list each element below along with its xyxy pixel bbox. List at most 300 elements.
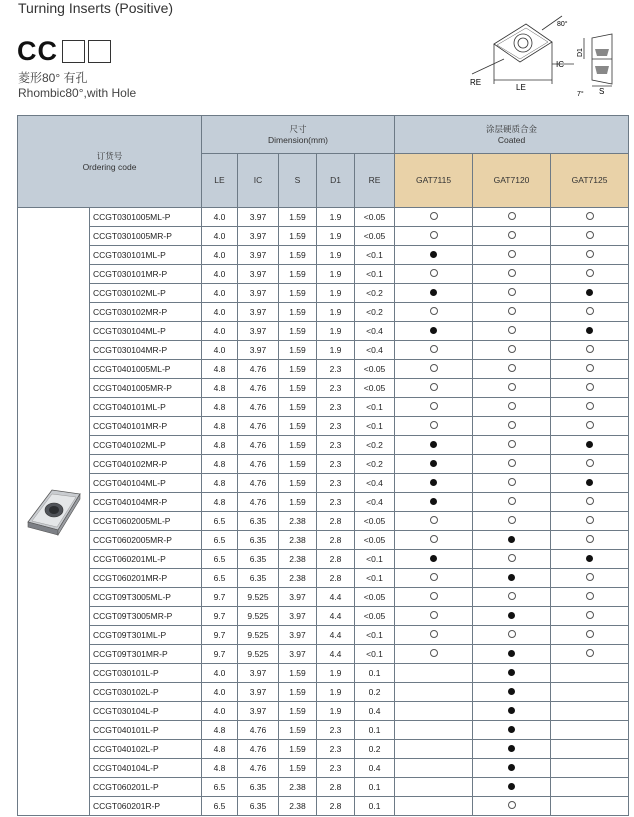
grade-3-cell <box>551 379 629 398</box>
table-row <box>18 778 629 797</box>
table-row <box>18 398 629 417</box>
grade-3-cell <box>551 341 629 360</box>
ic-cell: 3.97 <box>238 702 279 721</box>
code-cell: CCGT040101MR-P <box>90 417 202 436</box>
available-open-circle-icon <box>586 630 594 638</box>
grade-2-cell <box>473 664 551 683</box>
code-cell: CCGT040102ML-P <box>90 436 202 455</box>
shape-description <box>18 71 136 101</box>
le-cell: 4.0 <box>202 322 238 341</box>
grade-3-cell <box>551 417 629 436</box>
d1-cell: 4.4 <box>317 607 355 626</box>
recommended-filled-circle-icon <box>508 669 515 676</box>
grade-2-cell <box>473 208 551 227</box>
d1-cell: 2.8 <box>317 550 355 569</box>
grade-1-cell <box>395 778 473 797</box>
ic-cell: 9.525 <box>238 645 279 664</box>
grade-3-cell <box>551 284 629 303</box>
available-open-circle-icon <box>586 364 594 372</box>
ic-cell: 4.76 <box>238 474 279 493</box>
le-cell: 9.7 <box>202 607 238 626</box>
grade-1-cell <box>395 455 473 474</box>
col-header-re: RE <box>355 154 395 208</box>
recommended-filled-circle-icon <box>508 745 515 752</box>
grade-2-cell <box>473 778 551 797</box>
ic-cell: 4.76 <box>238 740 279 759</box>
ic-cell: 4.76 <box>238 360 279 379</box>
grade-1-cell <box>395 759 473 778</box>
re-label: RE <box>470 78 482 87</box>
grade-2-cell <box>473 455 551 474</box>
re-cell: <0.05 <box>355 379 395 398</box>
table-row <box>18 455 629 474</box>
d1-cell: 1.9 <box>317 664 355 683</box>
recommended-filled-circle-icon <box>430 460 437 467</box>
s-cell: 2.38 <box>279 550 317 569</box>
s-cell: 2.38 <box>279 797 317 816</box>
d1-cell: 1.9 <box>317 246 355 265</box>
recommended-filled-circle-icon <box>586 479 593 486</box>
available-open-circle-icon <box>430 649 438 657</box>
ic-cell: 3.97 <box>238 341 279 360</box>
s-cell: 3.97 <box>279 607 317 626</box>
available-open-circle-icon <box>586 269 594 277</box>
re-cell: 0.1 <box>355 664 395 683</box>
code-cell: CCGT09T3005MR-P <box>90 607 202 626</box>
available-open-circle-icon <box>586 231 594 239</box>
d1-cell: 2.3 <box>317 379 355 398</box>
s-label: S <box>599 87 605 96</box>
grade-3-cell <box>551 626 629 645</box>
grade-2-cell <box>473 227 551 246</box>
angle-label: 80° <box>557 21 568 28</box>
table-row <box>18 227 629 246</box>
grade-2-cell <box>473 360 551 379</box>
re-cell: <0.1 <box>355 265 395 284</box>
s-cell: 1.59 <box>279 208 317 227</box>
recommended-filled-circle-icon <box>430 441 437 448</box>
recommended-filled-circle-icon <box>508 650 515 657</box>
grade-2-cell <box>473 474 551 493</box>
table-row <box>18 531 629 550</box>
re-cell: <0.1 <box>355 246 395 265</box>
s-cell: 1.59 <box>279 721 317 740</box>
ic-cell: 9.525 <box>238 607 279 626</box>
s-cell: 1.59 <box>279 702 317 721</box>
grade-2-cell <box>473 303 551 322</box>
d1-cell: 1.9 <box>317 227 355 246</box>
available-open-circle-icon <box>586 250 594 258</box>
available-open-circle-icon <box>430 364 438 372</box>
grade-1-cell <box>395 227 473 246</box>
table-row <box>18 569 629 588</box>
le-cell: 4.8 <box>202 493 238 512</box>
grade-1-cell <box>395 531 473 550</box>
grade-3-cell <box>551 797 629 816</box>
d1-cell: 1.9 <box>317 702 355 721</box>
code-cell: CCGT030101ML-P <box>90 246 202 265</box>
re-cell: <0.1 <box>355 569 395 588</box>
table-row <box>18 759 629 778</box>
le-cell: 4.8 <box>202 759 238 778</box>
dimension-header-en: Dimension(mm) <box>268 134 329 145</box>
grade-3-cell <box>551 778 629 797</box>
recommended-filled-circle-icon <box>586 555 593 562</box>
table-row <box>18 417 629 436</box>
grade-1-cell <box>395 569 473 588</box>
s-cell: 2.38 <box>279 531 317 550</box>
table-row <box>18 607 629 626</box>
recommended-filled-circle-icon <box>508 612 515 619</box>
table-row <box>18 721 629 740</box>
d1-cell: 4.4 <box>317 588 355 607</box>
available-open-circle-icon <box>508 801 516 809</box>
ic-cell: 4.76 <box>238 721 279 740</box>
grade-1-cell <box>395 702 473 721</box>
d1-cell: 2.3 <box>317 721 355 740</box>
grade-2-cell <box>473 512 551 531</box>
grade-1-cell <box>395 417 473 436</box>
grade-1-cell <box>395 360 473 379</box>
available-open-circle-icon <box>586 459 594 467</box>
recommended-filled-circle-icon <box>508 707 515 714</box>
col-header-grade-2: GAT7120 <box>473 154 551 208</box>
ic-cell: 4.76 <box>238 436 279 455</box>
code-cell: CCGT030104L-P <box>90 702 202 721</box>
table-row <box>18 550 629 569</box>
ic-label: IC <box>556 60 564 69</box>
grade-2-cell <box>473 683 551 702</box>
ic-cell: 4.76 <box>238 759 279 778</box>
ic-cell: 6.35 <box>238 531 279 550</box>
ic-cell: 3.97 <box>238 322 279 341</box>
code-cell: CCGT0401005MR-P <box>90 379 202 398</box>
le-cell: 6.5 <box>202 531 238 550</box>
grade-2-cell <box>473 436 551 455</box>
re-cell: <0.05 <box>355 607 395 626</box>
dimension-header <box>202 116 395 154</box>
code-cell: CCGT030102MR-P <box>90 303 202 322</box>
table-row <box>18 740 629 759</box>
grade-1-cell <box>395 683 473 702</box>
placeholder-box <box>88 40 111 63</box>
grade-3-cell <box>551 683 629 702</box>
code-cell: CCGT030101MR-P <box>90 265 202 284</box>
ic-cell: 3.97 <box>238 246 279 265</box>
code-cell: CCGT040101ML-P <box>90 398 202 417</box>
ic-cell: 6.35 <box>238 797 279 816</box>
code-cell: CCGT040104L-P <box>90 759 202 778</box>
le-cell: 4.0 <box>202 664 238 683</box>
insert-hole <box>514 34 532 52</box>
s-cell: 1.59 <box>279 759 317 778</box>
available-open-circle-icon <box>508 459 516 467</box>
re-cell: <0.4 <box>355 474 395 493</box>
code-cell: CCGT0602005MR-P <box>90 531 202 550</box>
code-cell: CCGT0301005ML-P <box>90 208 202 227</box>
grade-1-cell <box>395 265 473 284</box>
le-cell: 4.8 <box>202 721 238 740</box>
table-row <box>18 683 629 702</box>
code-cell: CCGT0301005MR-P <box>90 227 202 246</box>
re-cell: 0.4 <box>355 702 395 721</box>
table-row <box>18 626 629 645</box>
available-open-circle-icon <box>430 231 438 239</box>
le-cell: 4.8 <box>202 379 238 398</box>
available-open-circle-icon <box>430 535 438 543</box>
grade-2-cell <box>473 417 551 436</box>
d1-cell: 2.8 <box>317 569 355 588</box>
s-cell: 1.59 <box>279 664 317 683</box>
d1-cell: 2.3 <box>317 398 355 417</box>
available-open-circle-icon <box>508 402 516 410</box>
recommended-filled-circle-icon <box>430 498 437 505</box>
le-cell: 6.5 <box>202 797 238 816</box>
code-cell: CCGT040102MR-P <box>90 455 202 474</box>
grade-1-cell <box>395 246 473 265</box>
le-cell: 4.8 <box>202 474 238 493</box>
ic-cell: 4.76 <box>238 417 279 436</box>
grade-2-cell <box>473 550 551 569</box>
grade-1-cell <box>395 550 473 569</box>
d1-cell: 1.9 <box>317 208 355 227</box>
section-title: Turning Inserts (Positive) <box>18 0 174 16</box>
recommended-filled-circle-icon <box>508 764 515 771</box>
grade-1-cell <box>395 398 473 417</box>
recommended-filled-circle-icon <box>430 251 437 258</box>
coated-header <box>395 116 629 154</box>
available-open-circle-icon <box>508 630 516 638</box>
le-cell: 4.0 <box>202 341 238 360</box>
s-cell: 2.38 <box>279 512 317 531</box>
col-header-grade-1: GAT7115 <box>395 154 473 208</box>
le-cell: 4.8 <box>202 740 238 759</box>
grade-2-cell <box>473 569 551 588</box>
grade-1-cell <box>395 474 473 493</box>
s-cell: 3.97 <box>279 645 317 664</box>
available-open-circle-icon <box>508 516 516 524</box>
grade-1-cell <box>395 284 473 303</box>
le-cell: 9.7 <box>202 645 238 664</box>
available-open-circle-icon <box>508 269 516 277</box>
table-body <box>18 208 629 816</box>
available-open-circle-icon <box>430 345 438 353</box>
available-open-circle-icon <box>430 611 438 619</box>
re-cell: 0.1 <box>355 721 395 740</box>
grade-3-cell <box>551 455 629 474</box>
code-cell: CCGT060201L-P <box>90 778 202 797</box>
table-row <box>18 797 629 816</box>
ic-cell: 3.97 <box>238 227 279 246</box>
le-cell: 4.8 <box>202 455 238 474</box>
s-cell: 1.59 <box>279 322 317 341</box>
re-cell: <0.2 <box>355 284 395 303</box>
available-open-circle-icon <box>586 212 594 220</box>
available-open-circle-icon <box>586 497 594 505</box>
grade-1-cell <box>395 493 473 512</box>
ic-cell: 4.76 <box>238 398 279 417</box>
table-row <box>18 284 629 303</box>
le-cell: 4.0 <box>202 227 238 246</box>
grade-3-cell <box>551 474 629 493</box>
grade-2-cell <box>473 398 551 417</box>
le-cell: 4.0 <box>202 683 238 702</box>
grade-1-cell <box>395 436 473 455</box>
code-cell: CCGT040101L-P <box>90 721 202 740</box>
grade-3-cell <box>551 227 629 246</box>
grade-2-cell <box>473 759 551 778</box>
d1-cell: 2.3 <box>317 759 355 778</box>
coated-header-cn: 涂层硬质合金 <box>486 123 538 134</box>
code-cell: CCGT060201ML-P <box>90 550 202 569</box>
available-open-circle-icon <box>508 383 516 391</box>
code-cell: CCGT09T301MR-P <box>90 645 202 664</box>
recommended-filled-circle-icon <box>508 574 515 581</box>
available-open-circle-icon <box>508 212 516 220</box>
ic-cell: 6.35 <box>238 512 279 531</box>
available-open-circle-icon <box>508 345 516 353</box>
available-open-circle-icon <box>430 630 438 638</box>
s-cell: 1.59 <box>279 474 317 493</box>
re-cell: <0.05 <box>355 531 395 550</box>
col-header-ic: IC <box>238 154 279 208</box>
grade-1-cell <box>395 626 473 645</box>
s-cell: 3.97 <box>279 588 317 607</box>
re-cell: <0.1 <box>355 645 395 664</box>
available-open-circle-icon <box>430 269 438 277</box>
re-cell: <0.05 <box>355 360 395 379</box>
re-cell: <0.05 <box>355 208 395 227</box>
grade-2-cell <box>473 322 551 341</box>
d1-cell: 2.8 <box>317 797 355 816</box>
grade-3-cell <box>551 645 629 664</box>
available-open-circle-icon <box>508 554 516 562</box>
available-open-circle-icon <box>586 592 594 600</box>
re-cell: <0.2 <box>355 455 395 474</box>
re-cell: <0.4 <box>355 341 395 360</box>
available-open-circle-icon <box>586 383 594 391</box>
table-row <box>18 208 629 227</box>
grade-2-cell <box>473 246 551 265</box>
recommended-filled-circle-icon <box>586 327 593 334</box>
available-open-circle-icon <box>586 573 594 581</box>
table-row <box>18 379 629 398</box>
re-cell: <0.05 <box>355 512 395 531</box>
le-cell: 4.0 <box>202 246 238 265</box>
code-cell: CCGT040104MR-P <box>90 493 202 512</box>
table-row <box>18 702 629 721</box>
grade-1-cell <box>395 322 473 341</box>
d1-cell: 2.3 <box>317 493 355 512</box>
grade-1-cell <box>395 341 473 360</box>
grade-3-cell <box>551 512 629 531</box>
s-cell: 1.59 <box>279 246 317 265</box>
grade-2-cell <box>473 740 551 759</box>
available-open-circle-icon <box>586 421 594 429</box>
coated-header-en: Coated <box>497 134 526 145</box>
grade-2-cell <box>473 588 551 607</box>
grade-3-cell <box>551 740 629 759</box>
table-row <box>18 493 629 512</box>
re-cell: 0.4 <box>355 759 395 778</box>
table-row <box>18 341 629 360</box>
re-cell: <0.4 <box>355 322 395 341</box>
d1-cell: 1.9 <box>317 683 355 702</box>
grade-1-cell <box>395 208 473 227</box>
s-cell: 1.59 <box>279 417 317 436</box>
grade-2-cell <box>473 265 551 284</box>
available-open-circle-icon <box>508 478 516 486</box>
table-row <box>18 265 629 284</box>
available-open-circle-icon <box>586 535 594 543</box>
s-cell: 2.38 <box>279 778 317 797</box>
grade-3-cell <box>551 322 629 341</box>
grade-3-cell <box>551 208 629 227</box>
code-cell: CCGT09T301ML-P <box>90 626 202 645</box>
table-row <box>18 322 629 341</box>
s-cell: 1.59 <box>279 455 317 474</box>
table-row <box>18 664 629 683</box>
grade-2-cell <box>473 645 551 664</box>
s-cell: 1.59 <box>279 683 317 702</box>
ic-cell: 3.97 <box>238 683 279 702</box>
code-cell: CCGT060201R-P <box>90 797 202 816</box>
ordering-code-header-en: Ordering code <box>82 161 137 172</box>
s-cell: 3.97 <box>279 626 317 645</box>
grade-2-cell <box>473 493 551 512</box>
recommended-filled-circle-icon <box>430 327 437 334</box>
le-cell: 6.5 <box>202 569 238 588</box>
col-header-le: LE <box>202 154 238 208</box>
le-cell: 9.7 <box>202 626 238 645</box>
col-header-d1: D1 <box>317 154 355 208</box>
grade-3-cell <box>551 721 629 740</box>
re-cell: <0.1 <box>355 626 395 645</box>
grade-3-cell <box>551 493 629 512</box>
grade-1-cell <box>395 664 473 683</box>
available-open-circle-icon <box>430 307 438 315</box>
recommended-filled-circle-icon <box>508 688 515 695</box>
ic-cell: 4.76 <box>238 493 279 512</box>
grade-3-cell <box>551 436 629 455</box>
code-cell: CCGT030104ML-P <box>90 322 202 341</box>
le-cell: 9.7 <box>202 588 238 607</box>
s-cell: 1.59 <box>279 265 317 284</box>
insert-image <box>18 208 90 816</box>
available-open-circle-icon <box>508 421 516 429</box>
available-open-circle-icon <box>508 326 516 334</box>
le-cell: 4.8 <box>202 417 238 436</box>
re-cell: <0.1 <box>355 550 395 569</box>
grade-3-cell <box>551 398 629 417</box>
table-row <box>18 474 629 493</box>
available-open-circle-icon <box>586 307 594 315</box>
s-cell: 1.59 <box>279 341 317 360</box>
available-open-circle-icon <box>430 573 438 581</box>
ic-cell: 3.97 <box>238 265 279 284</box>
col-header-grade-3: GAT7125 <box>551 154 629 208</box>
recommended-filled-circle-icon <box>586 289 593 296</box>
recommended-filled-circle-icon <box>430 555 437 562</box>
recommended-filled-circle-icon <box>586 441 593 448</box>
available-open-circle-icon <box>430 383 438 391</box>
le-cell: 4.0 <box>202 303 238 322</box>
code-cell: CCGT030101L-P <box>90 664 202 683</box>
le-cell: 6.5 <box>202 550 238 569</box>
d1-cell: 1.9 <box>317 284 355 303</box>
d1-cell: 2.3 <box>317 360 355 379</box>
available-open-circle-icon <box>508 307 516 315</box>
